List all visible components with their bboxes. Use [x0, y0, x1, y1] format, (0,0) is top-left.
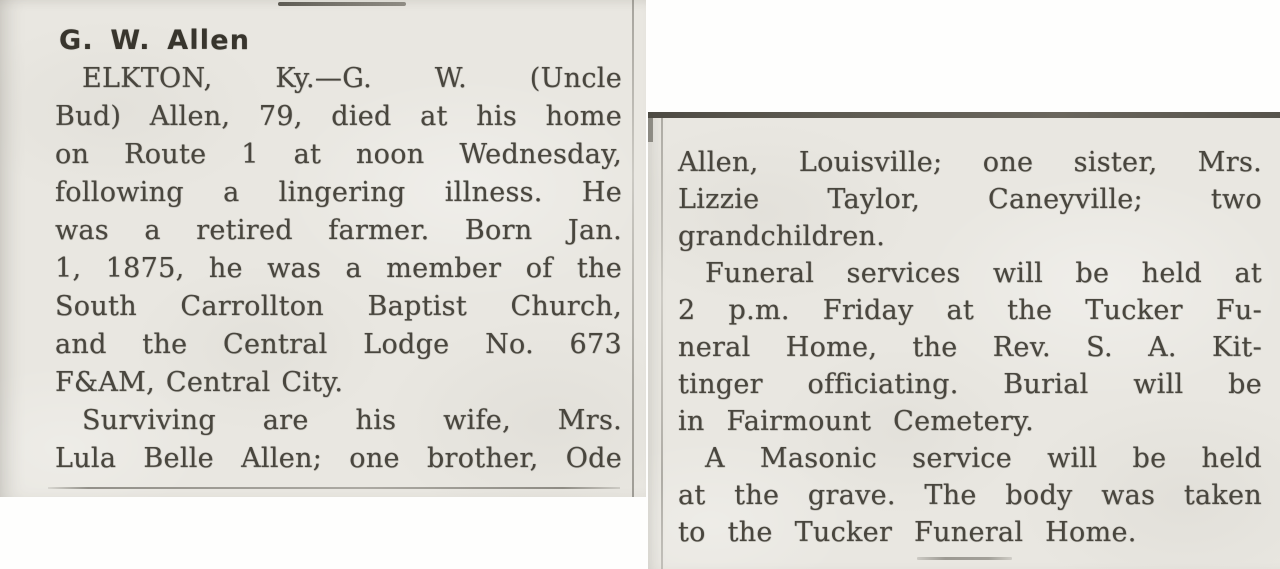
paragraph — [678, 144, 1262, 255]
paragraph — [678, 255, 1262, 440]
end-mark-rule — [917, 557, 1012, 560]
column-rule-left — [632, 0, 634, 497]
text-line: neral Home, the Rev. S. A. Kit- — [678, 332, 1262, 363]
left-text-column — [55, 24, 622, 478]
text-line: at the grave. The body was taken — [678, 480, 1262, 511]
text-line: on Route 1 at noon Wednesday, — [55, 139, 622, 170]
text-line: following a lingering illness. He — [55, 177, 622, 208]
obituary-clipping-left — [0, 0, 646, 497]
text-line: grandchildren. — [678, 221, 886, 252]
obituary-clipping-right — [648, 112, 1280, 569]
text-line: F&AM, Central City. — [55, 367, 344, 398]
text-line: Lizzie Taylor, Caneyville; two — [678, 184, 1262, 215]
right-text-column — [678, 144, 1262, 551]
text-line: was a retired farmer. Born Jan. — [55, 215, 622, 246]
text-line: South Carrollton Baptist Church, — [55, 291, 622, 322]
bottom-rule — [48, 487, 620, 489]
obituary-heading: G. W. Allen — [59, 25, 251, 56]
text-line: Funeral services will be held at — [705, 258, 1262, 289]
paragraph — [55, 402, 622, 478]
text-line: to the Tucker Funeral Home. — [678, 517, 1137, 548]
text-line: A Masonic service will be held — [705, 443, 1262, 474]
top-rule — [278, 2, 406, 6]
text-line: Bud) Allen, 79, died at his home — [55, 101, 622, 132]
text-line: 1, 1875, he was a member of the — [55, 253, 622, 284]
text-line: 2 p.m. Friday at the Tucker Fu- — [678, 295, 1262, 326]
text-line: Allen, Louisville; one sister, Mrs. — [678, 147, 1262, 178]
torn-top-edge — [648, 112, 1280, 118]
text-line: in Fairmount Cemetery. — [678, 406, 1035, 437]
paragraph — [55, 60, 622, 402]
text-line: tinger officiating. Burial will be — [678, 369, 1262, 400]
text-line: Surviving are his wife, Mrs. — [82, 405, 622, 436]
column-rule-right — [661, 118, 663, 569]
torn-corner — [648, 112, 653, 142]
text-line: Lula Belle Allen; one brother, Ode — [55, 443, 622, 474]
text-line: and the Central Lodge No. 673 — [55, 329, 622, 360]
text-line: ELKTON, Ky.—G. W. (Uncle — [82, 63, 622, 94]
paragraph — [678, 440, 1262, 551]
